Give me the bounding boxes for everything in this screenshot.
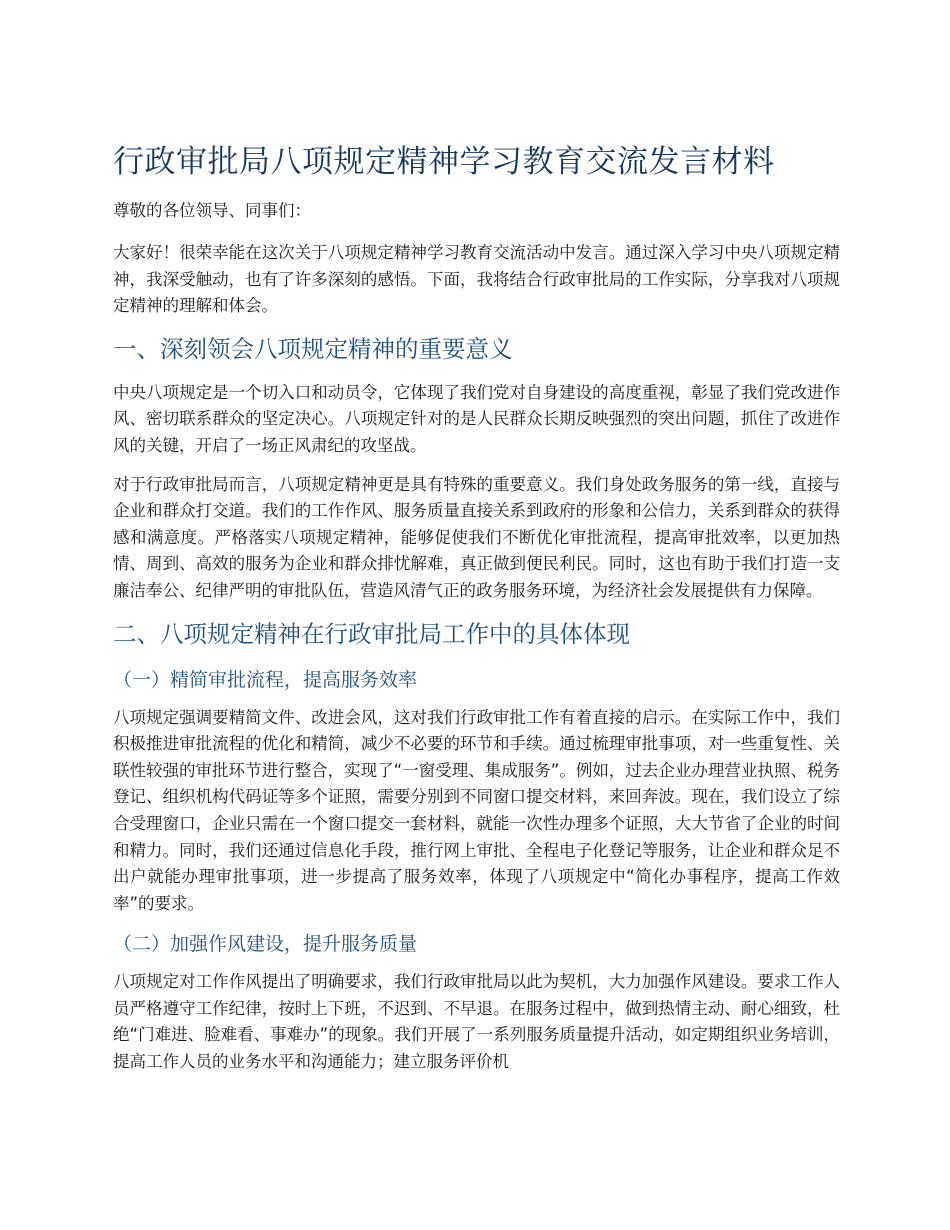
section-2-sub-1-paragraph: 八项规定强调要精简文件、改进会风，这对我们行政审批工作有着直接的启示。在实际工作中，我们积极推进审批流程的优化和精简，减少不必要的环节和手续。通过梳理审批事项，对一些重复性、关联性较强的审批环节进行整合，实现了“一窗受理、集成服务”。例如，过去企业办理营业执照、税务登记、组织机构代码证等多个证照，需要分别到不同窗口提交材料，来回奔波。现在，我们设立了综合受理窗口，企业只需在一个窗口提交一套材料，就能一次性办理多个证照，大大节省了企业的时间和精力。同时，我们还通过信息化手段，推行网上审批、全程电子化登记等服务，让企业和群众足不出户就能办理审批事项，进一步提高了服务效率，体现了八项规定中“简化办事程序，提高工作效率”的要求。 [113,707,840,913]
section-2-sub-2-heading: （二）加强作风建设，提升服务质量 [113,933,418,956]
section-1-paragraph-1: 中央八项规定是一个切入口和动员令，它体现了我们党对自身建设的高度重视，彰显了我们党改进作风、密切联系群众的坚定决心。八项规定针对的是人民群众长期反映强烈的突出问题，抓住了改进作风的关键，开启了一场正风肃纪的攻坚战。 [113,382,840,455]
section-1-heading: 一、深刻领会八项规定精神的重要意义 [113,334,513,363]
document-title: 行政审批局八项规定精神学习教育交流发言材料 [113,144,775,180]
section-2-sub-2-paragraph: 八项规定对工作作风提出了明确要求，我们行政审批局以此为契机，大力加强作风建设。要求工作人员严格遵守工作纪律，按时上下班，不迟到、不早退。在服务过程中，做到热情主动、耐心细致，杜绝“门难进、脸难看、事难办”的现象。我们开展了一系列服务质量提升活动，如定期组织业务培训，提高工作人员的业务水平和沟通能力；建立服务评价机 [113,972,840,1072]
section-2-heading: 二、八项规定精神在行政审批局工作中的具体体现 [113,619,630,648]
document-page [113,140,840,1088]
intro-paragraph: 大家好！很荣幸能在这次关于八项规定精神学习教育交流活动中发言。通过深入学习中央八项规定精神，我深受触动，也有了许多深刻的感悟。下面，我将结合行政审批局的工作实际，分享我对八项规定精神的理解和体会。 [113,243,840,316]
section-2-sub-1-heading: （一）精简审批流程，提高服务效率 [113,668,418,691]
salutation: 尊敬的各位领导、同事们： [113,201,311,220]
section-1-paragraph-2: 对于行政审批局而言，八项规定精神更是具有特殊的重要意义。我们身处政务服务的第一线，直接与企业和群众打交道。我们的工作作风、服务质量直接关系到政府的形象和公信力，关系到群众的获得感和满意度。严格落实八项规定精神，能够促使我们不断优化审批流程，提高审批效率，以更加热情、周到、高效的服务为企业和群众排忧解难，真正做到便民利民。同时，这也有助于我们打造一支廉洁奉公、纪律严明的审批队伍，营造风清气正的政务服务环境，为经济社会发展提供有力保障。 [113,474,840,600]
